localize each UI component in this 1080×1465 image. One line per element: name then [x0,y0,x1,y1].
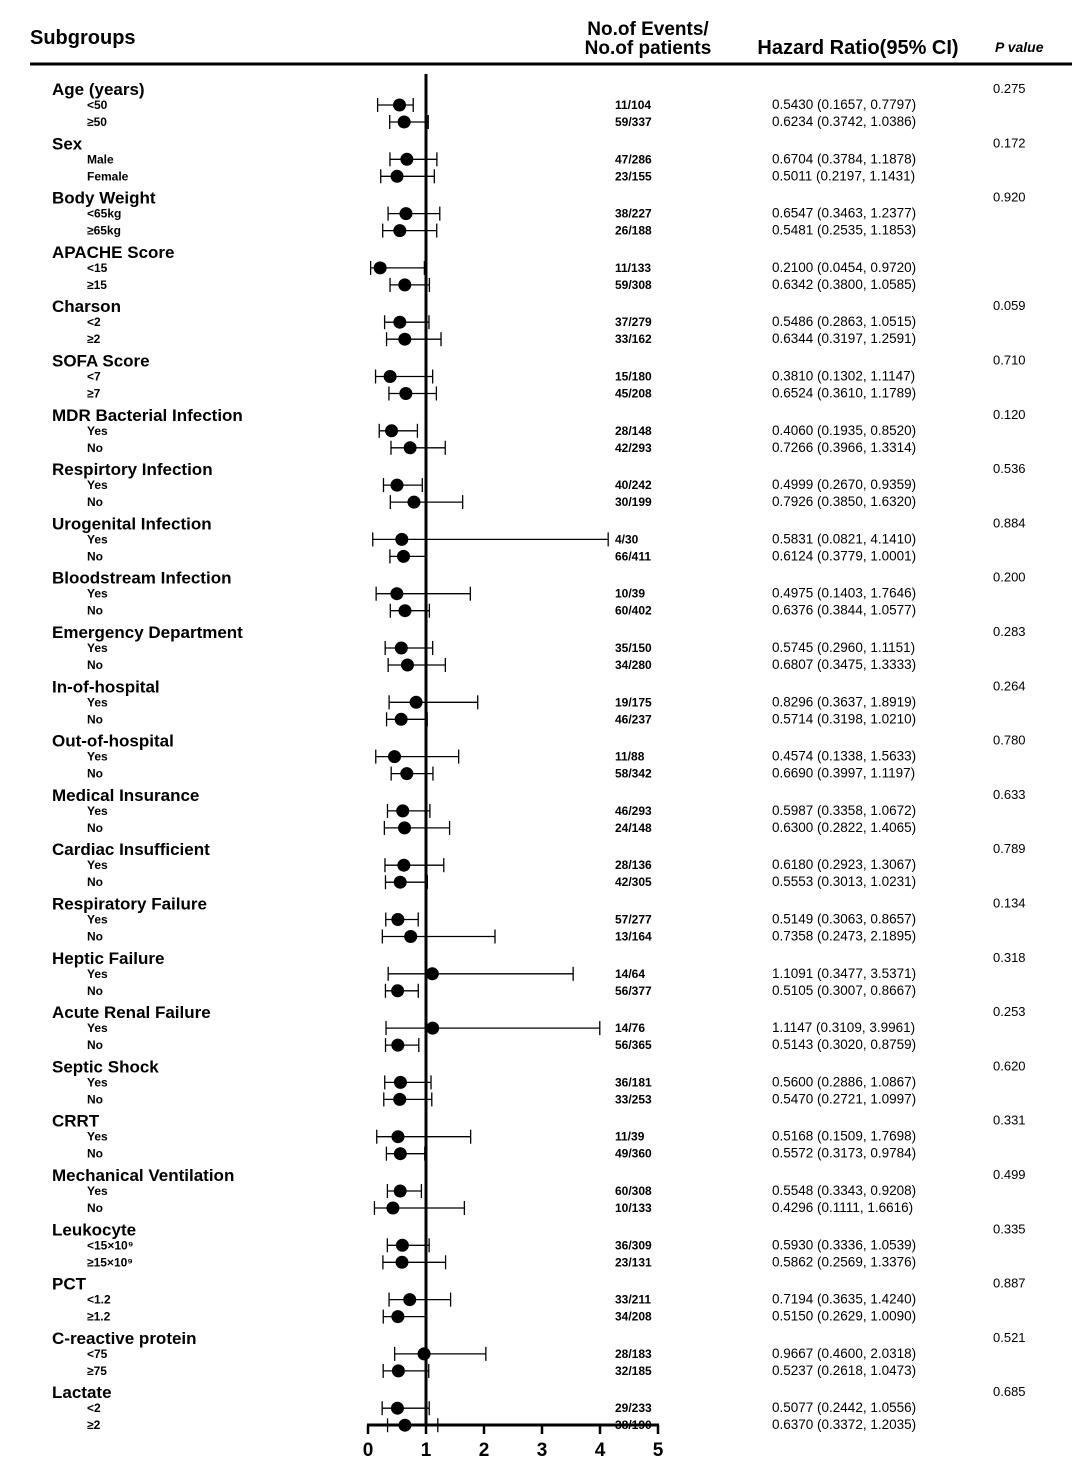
row-label: <15×10⁹ [87,1238,134,1253]
hazard-ratio-value: 0.6344 (0.3197, 1.2591) [772,331,917,347]
events-value: 28/183 [615,1346,652,1361]
row-label: <15 [87,260,108,275]
row-label: <75 [87,1346,108,1361]
hazard-ratio-value: 0.6300 (0.2822, 1.4065) [772,819,917,835]
events-value: 28/136 [615,858,652,873]
hazard-ratio-value: 0.7926 (0.3850, 1.6320) [772,494,917,510]
events-value: 56/365 [615,1038,652,1053]
hazard-ratio-value: 0.9667 (0.4600, 2.0318) [772,1345,917,1361]
row-label: Yes [87,966,108,981]
events-value: 47/286 [615,152,652,167]
point-estimate [395,533,408,546]
hazard-ratio-value: 0.6180 (0.2923, 1.3067) [772,857,917,873]
row-label: Yes [87,749,108,764]
p-value: 0.710 [993,352,1026,368]
group-label: Bloodstream Infection [52,568,232,588]
point-estimate [399,387,412,400]
group-label: Mechanical Ventilation [52,1166,235,1185]
events-value: 33/211 [615,1292,652,1307]
point-estimate [403,1293,416,1306]
p-value: 0.521 [993,1329,1026,1345]
hazard-ratio-value: 0.5486 (0.2863, 1.0515) [772,314,917,330]
row-label: Yes [87,695,108,710]
group-label: CRRT [52,1111,100,1131]
group-label: In-of-hospital [52,677,160,697]
p-value: 0.120 [993,406,1026,422]
hazard-ratio-value: 0.5430 (0.1657, 0.7797) [772,97,917,112]
point-estimate [395,642,408,655]
events-value: 46/237 [615,712,652,727]
events-header-line2: No.of patients [584,38,712,59]
events-value: 29/233 [615,1401,652,1416]
row-label: ≥7 [87,386,101,401]
hazard-ratio-value: 0.4999 (0.2670, 0.9359) [772,477,917,493]
row-label: Yes [87,1075,108,1090]
row-label: <2 [87,315,101,330]
p-value-header: P value [995,39,1044,55]
row-label: Male [87,152,114,167]
events-value: 42/305 [615,875,652,890]
row-label: Yes [87,803,108,818]
events-value: 38/190 [615,1418,652,1433]
row-label: Yes [87,478,108,493]
events-value: 10/39 [615,586,646,601]
row-label: Yes [87,1184,108,1198]
hazard-ratio-value: 0.7358 (0.2473, 2.1895) [772,928,917,944]
point-estimate [399,207,412,220]
hazard-ratio-value: 0.6342 (0.3800, 1.0585) [772,276,917,292]
hazard-ratio-value: 0.6690 (0.3997, 1.1197) [772,765,916,781]
events-value: 33/253 [615,1092,652,1107]
x-tick-label: 5 [652,1440,664,1461]
group-label: Acute Renal Failure [52,1003,211,1023]
hazard-ratio-value: 0.5168 (0.1509, 1.7698) [772,1128,917,1144]
point-estimate [400,153,413,166]
row-label: No [87,603,103,618]
events-value: 59/308 [615,277,652,292]
group-label: Emergency Department [52,623,243,642]
hazard-ratio-value: 0.5149 (0.3063, 0.8657) [772,911,917,927]
point-estimate [393,99,406,112]
hazard-ratio-value: 0.3810 (0.1302, 1.1147) [772,368,916,384]
hazard-ratio-value: 1.1091 (0.3477, 3.5371) [772,965,917,981]
events-value: 14/76 [615,1021,646,1036]
p-value: 0.264 [993,678,1026,694]
row-label: No [87,1201,103,1215]
row-label: No [87,549,103,564]
p-value: 0.685 [993,1384,1026,1400]
subgroup-rows [52,80,1026,1432]
events-value: 23/155 [615,169,652,184]
events-value: 57/277 [615,912,652,927]
hazard-ratio-value: 0.5745 (0.2960, 1.1151) [772,640,916,655]
events-value: 23/131 [615,1255,652,1270]
point-estimate [400,767,413,780]
row-label: No [87,983,103,998]
point-estimate [396,1239,409,1252]
point-estimate [426,1022,439,1035]
row-label: Yes [87,586,108,601]
events-value: 14/64 [615,966,646,981]
point-estimate [374,261,387,274]
hazard-ratio-value: 0.8296 (0.3637, 1.8919) [772,694,917,710]
group-label: Respiratory Failure [52,894,207,914]
events-value: 60/402 [615,603,652,618]
events-value: 15/180 [615,369,652,384]
p-value: 0.780 [993,732,1026,748]
events-value: 24/148 [615,820,652,835]
hazard-ratio-value: 0.5553 (0.3013, 1.0231) [772,874,917,890]
hazard-ratio-value: 0.5011 (0.2197, 1.1431) [772,168,916,184]
hazard-ratio-value: 0.7266 (0.3966, 1.3314) [772,439,917,455]
point-estimate [426,967,439,980]
point-estimate [397,859,410,872]
hazard-ratio-value: 0.6807 (0.3475, 1.3333) [772,657,917,672]
row-label: ≥15×10⁹ [87,1255,133,1270]
hazard-ratio-value: 0.6124 (0.3779, 1.0001) [772,548,917,564]
hazard-ratio-value: 0.2100 (0.0454, 0.9720) [772,259,917,275]
hazard-ratio-value: 0.5987 (0.3358, 1.0672) [772,802,917,818]
events-value: 66/411 [615,549,652,564]
row-label: <50 [87,98,108,112]
p-value: 0.633 [993,786,1026,802]
group-label: PCT [52,1274,86,1294]
hazard-ratio-value: 0.6376 (0.3844, 1.0577) [772,602,917,618]
events-value: 37/279 [615,315,652,330]
hazard-ratio-value: 0.5481 (0.2535, 1.1853) [772,222,917,238]
events-value: 42/293 [615,440,652,455]
hazard-ratio-header: Hazard Ratio(95% CI) [757,37,959,59]
point-estimate [393,1093,406,1106]
group-label: MDR Bacterial Infection [52,405,243,425]
events-value: 11/133 [615,260,652,275]
x-tick-label: 0 [362,1440,374,1461]
group-label: Body Weight [52,188,156,208]
p-value: 0.920 [993,189,1026,205]
x-tick-label: 1 [420,1440,432,1461]
events-value: 11/39 [615,1129,645,1144]
events-value: 35/150 [615,641,652,655]
row-label: No [87,495,103,510]
events-value: 45/208 [615,386,652,401]
events-value: 28/148 [615,423,652,438]
events-header-line1: No.of Events/ [587,19,709,40]
point-estimate [398,116,411,129]
group-label: APACHE Score [52,242,175,262]
group-label: Cardiac Insufficient [52,840,210,860]
hazard-ratio-value: 0.6524 (0.3610, 1.1789) [772,385,917,401]
events-value: 30/199 [615,495,652,510]
p-value: 0.620 [993,1058,1026,1074]
row-label: No [87,1146,103,1161]
hazard-ratio-value: 1.1147 (0.3109, 3.9961) [772,1020,916,1036]
point-estimate [385,424,398,437]
events-value: 34/208 [615,1309,652,1324]
group-label: Lactate [52,1383,112,1403]
row-label: No [87,820,103,835]
row-label: ≥50 [87,115,107,129]
events-value: 11/104 [615,98,652,112]
row-label: Female [87,169,129,184]
row-label: <2 [87,1401,101,1416]
point-estimate [384,370,397,383]
p-value: 0.335 [993,1221,1026,1237]
point-estimate [391,1402,404,1415]
p-value: 0.884 [993,515,1026,531]
hazard-ratio-value: 0.5714 (0.3198, 1.0210) [772,711,917,727]
point-estimate [390,587,403,600]
point-estimate [388,750,401,763]
group-label: Out-of-hospital [52,731,174,751]
p-value: 0.318 [993,949,1026,965]
row-label: ≥2 [87,332,101,347]
p-value: 0.499 [993,1167,1026,1182]
row-label: No [87,929,103,944]
point-estimate [394,1185,407,1198]
events-value: 36/309 [615,1238,652,1253]
hazard-ratio-value: 0.4060 (0.1935, 0.8520) [772,422,917,438]
p-value: 0.134 [993,895,1026,911]
row-label: No [87,1038,103,1053]
point-estimate [398,604,411,617]
group-label: Heptic Failure [52,948,165,968]
row-label: No [87,1092,103,1107]
x-tick-label: 3 [536,1440,548,1461]
hazard-ratio-value: 0.6547 (0.3463, 1.2377) [772,205,917,221]
p-value: 0.283 [993,624,1026,639]
events-value: 26/188 [615,223,652,238]
hazard-ratio-value: 0.5105 (0.3007, 0.8667) [772,982,917,998]
hazard-ratio-value: 0.5862 (0.2569, 1.3376) [772,1254,917,1270]
events-value: 11/88 [615,749,645,764]
hazard-ratio-value: 0.5237 (0.2618, 1.0473) [772,1362,917,1378]
point-estimate [407,496,420,509]
events-value: 10/133 [615,1201,652,1215]
row-label: No [87,440,103,455]
point-estimate [391,1130,404,1143]
p-value: 0.887 [993,1275,1026,1291]
row-label: Yes [87,423,108,438]
p-value: 0.059 [993,298,1026,314]
point-estimate [410,696,423,709]
row-label: No [87,875,103,890]
row-label: Yes [87,912,108,927]
p-value: 0.536 [993,461,1026,477]
group-label: Septic Shock [52,1057,159,1077]
hazard-ratio-value: 0.4296 (0.1111, 1.6616) [772,1200,914,1215]
p-value: 0.172 [993,135,1026,151]
point-estimate [390,479,403,492]
events-value: 36/181 [615,1075,652,1090]
row-label: <65kg [87,206,122,221]
hazard-ratio-value: 0.5831 (0.0821, 4.1410) [772,531,917,547]
events-value: 34/280 [615,658,652,672]
group-label: SOFA Score [52,351,150,371]
events-value: 4/30 [615,532,639,547]
row-label: <7 [87,369,101,384]
point-estimate [397,550,410,563]
point-estimate [395,1256,408,1269]
hazard-ratio-value: 0.5077 (0.2442, 1.0556) [772,1400,917,1416]
row-label: Yes [87,641,108,655]
point-estimate [386,1202,399,1215]
hazard-ratio-value: 0.5548 (0.3343, 0.9208) [772,1183,917,1198]
point-estimate [398,333,411,346]
point-estimate [392,1364,405,1377]
point-estimate [394,1076,407,1089]
hazard-ratio-value: 0.5600 (0.2886, 1.0867) [772,1074,917,1090]
row-label: Yes [87,532,108,547]
row-label: ≥15 [87,277,107,292]
events-value: 32/185 [615,1363,652,1378]
events-value: 33/162 [615,332,652,347]
point-estimate [396,804,409,817]
x-tick-label: 4 [594,1440,606,1461]
hazard-ratio-value: 0.6234 (0.3742, 1.0386) [772,114,917,129]
p-value: 0.253 [993,1004,1026,1020]
row-label: Yes [87,858,108,873]
hazard-ratio-value: 0.5930 (0.3336, 1.0539) [772,1237,917,1253]
hazard-ratio-value: 0.4975 (0.1403, 1.7646) [772,585,917,601]
hazard-ratio-value: 0.4574 (0.1338, 1.5633) [772,748,917,764]
hazard-ratio-value: 0.5572 (0.3173, 0.9784) [772,1145,917,1161]
group-label: Respirtory Infection [52,460,213,480]
p-value: 0.275 [993,81,1026,96]
table-header [30,19,1072,64]
point-estimate [394,1147,407,1160]
group-label: Urogenital Infection [52,514,212,534]
group-label: Leukocyte [52,1220,137,1240]
row-label: No [87,712,103,727]
point-estimate [401,659,414,672]
hazard-ratio-value: 0.5150 (0.2629, 1.0090) [772,1308,917,1324]
point-estimate [398,278,411,291]
subgroups-header: Subgroups [30,27,136,49]
events-value: 59/337 [615,115,652,129]
point-estimate [393,316,406,329]
point-estimate [398,821,411,834]
row-label: Yes [87,1021,108,1036]
row-label: <1.2 [87,1292,111,1307]
point-estimate [404,441,417,454]
p-value: 0.789 [993,841,1026,857]
group-label: C-reactive protein [52,1328,197,1348]
point-estimate [391,170,404,183]
p-value: 0.331 [993,1112,1026,1128]
hazard-ratio-value: 0.6704 (0.3784, 1.1878) [772,151,917,167]
x-tick-label: 2 [478,1440,490,1461]
row-label: ≥65kg [87,223,121,238]
group-label: Sex [52,134,83,154]
point-estimate [391,1039,404,1052]
row-label: ≥75 [87,1363,107,1378]
row-label: No [87,658,103,672]
row-label: ≥2 [87,1418,101,1433]
point-estimate [404,930,417,943]
point-estimate [418,1347,431,1360]
hazard-ratio-value: 0.6370 (0.3372, 1.2035) [772,1417,917,1433]
hazard-ratio-value: 0.5470 (0.2721, 1.0997) [772,1091,917,1107]
group-label: Age (years) [52,80,145,99]
row-label: No [87,766,103,781]
events-value: 38/227 [615,206,652,221]
group-label: Medical Insurance [52,785,200,805]
row-label: ≥1.2 [87,1309,111,1324]
events-value: 19/175 [615,695,652,710]
point-estimate [391,984,404,997]
point-estimate [394,876,407,889]
hazard-ratio-value: 0.7194 (0.3635, 1.4240) [772,1291,917,1307]
events-value: 40/242 [615,478,652,493]
hazard-ratio-value: 0.5143 (0.3020, 0.8759) [772,1037,917,1053]
events-value: 56/377 [615,983,652,998]
events-value: 60/308 [615,1184,652,1198]
point-estimate [391,1310,404,1323]
events-value: 49/360 [615,1146,652,1161]
events-value: 13/164 [615,929,652,944]
events-value: 46/293 [615,803,652,818]
point-estimate [395,713,408,726]
group-label: Charson [52,297,121,317]
point-estimate [393,224,406,237]
events-value: 58/342 [615,766,652,781]
p-value: 0.200 [993,569,1026,585]
point-estimate [391,913,404,926]
row-label: Yes [87,1129,108,1144]
